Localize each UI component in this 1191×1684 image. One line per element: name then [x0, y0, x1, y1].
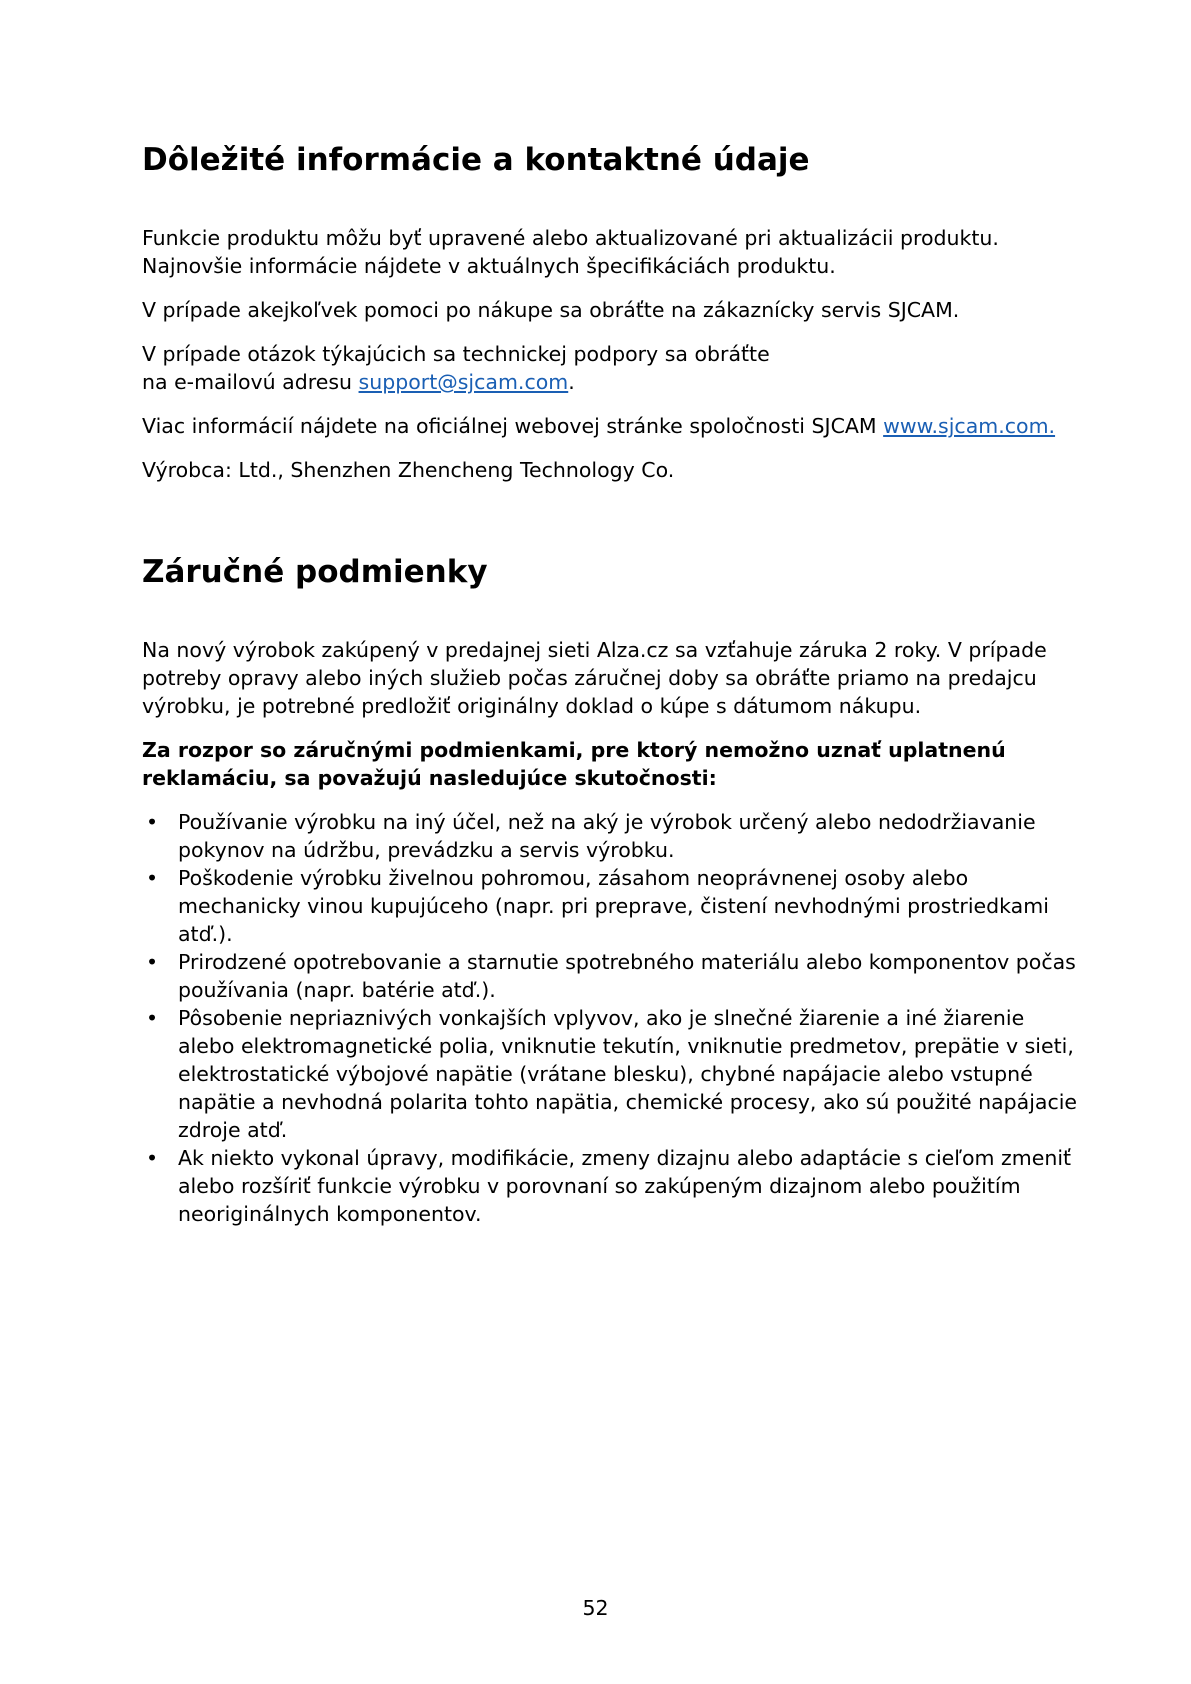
paragraph-manufacturer: Výrobca: Ltd., Shenzhen Zhencheng Technology Co.	[142, 458, 675, 482]
paragraph-line: Najnovšie informácie nájdete v aktuálnych špecifikáciách produktu.	[142, 254, 836, 278]
paragraph-line	[142, 368, 770, 396]
list-item-line: atď.).	[178, 922, 233, 946]
warranty-exclusions-list	[142, 808, 1077, 1228]
list-item-line: používania (napr. batérie atď.).	[178, 978, 496, 1002]
list-item-line: pokynov na údržbu, prevádzku a servis výrobku.	[178, 838, 675, 862]
bullet-icon: •	[146, 1006, 159, 1030]
list-item-line: Používanie výrobku na iný účel, než na aký je výrobok určený alebo nedodržiavanie	[178, 810, 1036, 834]
list-item	[142, 1004, 1077, 1144]
list-item-line: elektrostatické výbojové napätie (vrátane blesku), chybné napájacie alebo vstupné	[178, 1062, 1033, 1086]
paragraph-line: V prípade otázok týkajúcich sa technickej podpory sa obráťte	[142, 342, 770, 366]
email-prefix-text: na e-mailovú adresu	[142, 370, 359, 394]
list-item-line: zdroje atď.	[178, 1118, 288, 1142]
paragraph-warranty-period	[142, 636, 1047, 720]
paragraph-tech-support	[142, 340, 770, 396]
paragraph-line: Funkcie produktu môžu byť upravené alebo aktualizované pri aktualizácii produktu.	[142, 226, 999, 250]
paragraph-customer-service: V prípade akejkoľvek pomoci po nákupe sa obráťte na zákaznícky servis SJCAM.	[142, 298, 960, 322]
website-prefix-text: Viac informácií nájdete na oficiálnej webovej stránke spoločnosti SJCAM	[142, 414, 884, 438]
support-email-link[interactable]: support@sjcam.com	[358, 370, 569, 394]
bullet-icon: •	[146, 810, 159, 834]
email-suffix-text: .	[568, 370, 575, 394]
list-item-line: alebo rozšíriť funkcie výrobku v porovnaní so zakúpeným dizajnom alebo použitím	[178, 1174, 1021, 1198]
paragraph-product-updates	[142, 224, 999, 280]
section-heading-warranty: Záručné podmienky	[142, 554, 488, 590]
bullet-icon: •	[146, 950, 159, 974]
list-item-line: neoriginálnych komponentov.	[178, 1202, 482, 1226]
website-link[interactable]: www.sjcam.com.	[883, 414, 1056, 438]
paragraph-line: potreby opravy alebo iných služieb počas záručnej doby sa obráťte priamo na predajcu	[142, 666, 1037, 690]
list-item	[142, 1144, 1077, 1228]
list-item-line: Pôsobenie nepriaznivých vonkajších vplyvov, ako je slnečné žiarenie a iné žiarenie	[178, 1006, 1025, 1030]
page-number: 52	[582, 1596, 609, 1620]
list-item-line: napätie a nevhodná polarita tohto napätia, chemické procesy, ako sú použité napájacie	[178, 1090, 1078, 1114]
list-item	[142, 864, 1077, 948]
list-item-line: Prirodzené opotrebovanie a starnutie spotrebného materiálu alebo komponentov počas	[178, 950, 1076, 974]
paragraph-line: Za rozpor so záručnými podmienkami, pre ktorý nemožno uznať uplatnenú	[142, 738, 1006, 762]
list-item-line: Ak niekto vykonal úpravy, modifikácie, zmeny dizajnu alebo adaptácie s cieľom zmeniť	[178, 1146, 1072, 1170]
paragraph-line: reklamáciu, sa považujú nasledujúce skutočnosti:	[142, 766, 717, 790]
paragraph-website	[142, 412, 1055, 440]
list-item	[142, 948, 1077, 1004]
list-item-line: mechanicky vinou kupujúceho (napr. pri preprave, čistení nevhodnými prostriedkami	[178, 894, 1049, 918]
list-item-line: Poškodenie výrobku živelnou pohromou, zásahom neoprávnenej osoby alebo	[178, 866, 969, 890]
list-item-line: alebo elektromagnetické polia, vniknutie tekutín, vniknutie predmetov, prepätie v sieti,	[178, 1034, 1074, 1058]
bullet-icon: •	[146, 1146, 159, 1170]
paragraph-warranty-exclusions-intro	[142, 736, 1006, 792]
paragraph-line: Na nový výrobok zakúpený v predajnej sieti Alza.cz sa vzťahuje záruka 2 roky. V prípade	[142, 638, 1047, 662]
section-heading-contact-info: Dôležité informácie a kontaktné údaje	[142, 142, 810, 178]
paragraph-line: výrobku, je potrebné predložiť originálny doklad o kúpe s dátumom nákupu.	[142, 694, 922, 718]
list-item	[142, 808, 1077, 864]
bullet-icon: •	[146, 866, 159, 890]
